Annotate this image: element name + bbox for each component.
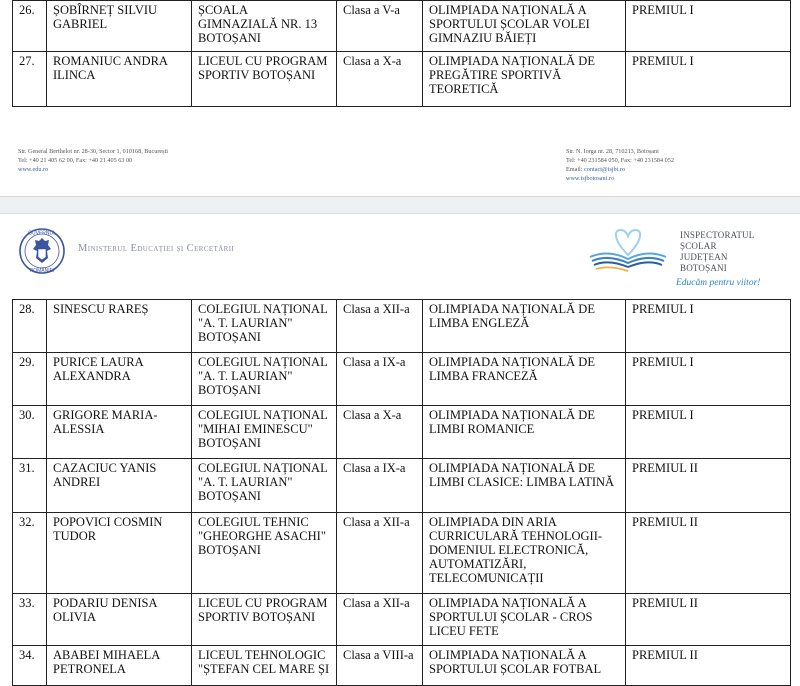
footer-isj-address bbox=[566, 147, 674, 183]
olympiad-name: OLIMPIADA NAȚIONALĂ DE PREGĂTIRE SPORTIVĂ TEORETICĂ bbox=[423, 52, 626, 107]
footer-phone-line: Tel: +40 231584 050, Fax: +40 231584 052 bbox=[566, 157, 674, 164]
footer-phone-line: Tel: +40 21 405 62 00, Fax: +40 21 405 63 00 bbox=[18, 157, 133, 164]
prize: PREMIUL II bbox=[626, 646, 791, 686]
table-row bbox=[13, 353, 791, 406]
row-number: 33. bbox=[13, 594, 47, 646]
prize: PREMIUL I bbox=[626, 52, 791, 107]
table-row bbox=[13, 459, 791, 513]
class-level: Clasa a VIII-a bbox=[337, 646, 423, 686]
row-number: 27. bbox=[13, 52, 47, 107]
crest-text-top: GUVERNUL bbox=[28, 230, 56, 237]
school-name: ȘCOALA GIMNAZIALĂ NR. 13 BOTOȘANI bbox=[192, 1, 337, 52]
footer-address-line: Str. N. Iorga nr. 28, 710213, Botoșani bbox=[566, 148, 659, 155]
school-name: LICEUL CU PROGRAM SPORTIV BOTOȘANI bbox=[192, 52, 337, 107]
row-number: 31. bbox=[13, 459, 47, 513]
olympiad-name: OLIMPIADA DIN ARIA CURRICULARĂ TEHNOLOGII-DOMENIUL ELECTRONICĂ, AUTOMATIZĂRI, TELECOMUNICAȚII bbox=[423, 513, 626, 594]
page-break bbox=[0, 196, 800, 214]
olympiad-name: OLIMPIADA NAȚIONALĂ DE LIMBA FRANCEZĂ bbox=[423, 353, 626, 406]
prize: PREMIUL II bbox=[626, 594, 791, 646]
school-name: COLEGIUL NAȚIONAL "MIHAI EMINESCU" BOTOȘANI bbox=[192, 406, 337, 459]
footer-address-line: Str. General Berthelot nr. 28-30, Sector 1, 010168, București bbox=[18, 148, 169, 155]
footer-email-label: Email: bbox=[566, 166, 585, 173]
olympiad-name: OLIMPIADA NAȚIONALĂ DE LIMBI CLASICE: LIMBA LATINĂ bbox=[423, 459, 626, 513]
school-name: LICEUL CU PROGRAM SPORTIV BOTOȘANI bbox=[192, 594, 337, 646]
footer-website-link[interactable]: www.isjbotosani.ro bbox=[566, 175, 615, 182]
student-name: ABABEI MIHAELA PETRONELA bbox=[47, 646, 192, 686]
results-table-top bbox=[12, 0, 791, 107]
class-level: Clasa a IX-a bbox=[337, 459, 423, 513]
student-name: SINESCU RAREȘ bbox=[47, 300, 192, 353]
olympiad-name: OLIMPIADA NAȚIONALĂ A SPORTULUI ȘCOLAR VOLEI GIMNAZIU BĂIEȚI bbox=[423, 1, 626, 52]
isj-name-line: ȘCOLAR bbox=[680, 241, 717, 251]
row-number: 26. bbox=[13, 1, 47, 52]
footer-website-link[interactable]: www.edu.ro bbox=[18, 166, 49, 173]
school-name: LICEUL TEHNOLOGIC "ȘTEFAN CEL MARE ȘI bbox=[192, 646, 337, 686]
isj-name-line: BOTOȘANI bbox=[680, 263, 727, 273]
results-table-bottom bbox=[12, 299, 791, 686]
class-level: Clasa a V-a bbox=[337, 1, 423, 52]
table-row bbox=[13, 1, 791, 52]
school-name: COLEGIUL NAȚIONAL "A. T. LAURIAN" BOTOȘANI bbox=[192, 459, 337, 513]
row-number: 32. bbox=[13, 513, 47, 594]
student-name: POPOVICI COSMIN TUDOR bbox=[47, 513, 192, 594]
table-row bbox=[13, 300, 791, 353]
footer-email-link[interactable]: contact@isjbt.ro bbox=[584, 166, 625, 173]
isj-name bbox=[680, 230, 754, 274]
table-row bbox=[13, 594, 791, 646]
class-level: Clasa a X-a bbox=[337, 52, 423, 107]
romanian-government-crest-icon bbox=[19, 227, 65, 275]
prize: PREMIUL I bbox=[626, 1, 791, 52]
class-level: Clasa a XII-a bbox=[337, 300, 423, 353]
student-name: CAZACIUC YANIS ANDREI bbox=[47, 459, 192, 513]
class-level: Clasa a XII-a bbox=[337, 594, 423, 646]
student-name: PODARIU DENISA OLIVIA bbox=[47, 594, 192, 646]
prize: PREMIUL I bbox=[626, 406, 791, 459]
class-level: Clasa a XII-a bbox=[337, 513, 423, 594]
table-row bbox=[13, 513, 791, 594]
prize: PREMIUL I bbox=[626, 300, 791, 353]
table-row bbox=[13, 646, 791, 686]
prize: PREMIUL II bbox=[626, 513, 791, 594]
row-number: 29. bbox=[13, 353, 47, 406]
footer-email-line bbox=[566, 165, 674, 174]
row-number: 34. bbox=[13, 646, 47, 686]
crest-text-bottom: ROMÂNIEI bbox=[29, 268, 55, 274]
isj-motto: Educăm pentru viitor! bbox=[676, 278, 761, 288]
class-level: Clasa a IX-a bbox=[337, 353, 423, 406]
school-name: COLEGIUL NAȚIONAL "A. T. LAURIAN" BOTOȘANI bbox=[192, 353, 337, 406]
school-name: COLEGIUL NAȚIONAL "A. T. LAURIAN" BOTOȘANI bbox=[192, 300, 337, 353]
row-number: 30. bbox=[13, 406, 47, 459]
student-name: ROMANIUC ANDRA ILINCA bbox=[47, 52, 192, 107]
olympiad-name: OLIMPIADA NAȚIONALĂ A SPORTULUI ȘCOLAR FOTBAL bbox=[423, 646, 626, 686]
class-level: Clasa a X-a bbox=[337, 406, 423, 459]
school-name: COLEGIUL TEHNIC "GHEORGHE ASACHI" BOTOȘANI bbox=[192, 513, 337, 594]
isj-name-line: INSPECTORATUL bbox=[680, 230, 755, 240]
olympiad-name: OLIMPIADA NAȚIONALĂ DE LIMBI ROMANICE bbox=[423, 406, 626, 459]
student-name: PURICE LAURA ALEXANDRA bbox=[47, 353, 192, 406]
olympiad-name: OLIMPIADA NAȚIONALĂ A SPORTULUI ȘCOLAR - CROS LICEU FETE bbox=[423, 594, 626, 646]
prize: PREMIUL II bbox=[626, 459, 791, 513]
table-row bbox=[13, 406, 791, 459]
student-name: ȘOBÎRNEȚ SILVIU GABRIEL bbox=[47, 1, 192, 52]
table-row bbox=[13, 52, 791, 107]
student-name: GRIGORE MARIA-ALESSIA bbox=[47, 406, 192, 459]
row-number: 28. bbox=[13, 300, 47, 353]
isj-name-line: JUDEȚEAN bbox=[680, 252, 728, 262]
footer-ministry-address bbox=[18, 147, 168, 174]
isj-book-heart-logo-icon bbox=[586, 225, 670, 277]
prize: PREMIUL I bbox=[626, 353, 791, 406]
olympiad-name: OLIMPIADA NAȚIONALĂ DE LIMBA ENGLEZĂ bbox=[423, 300, 626, 353]
ministry-name: Ministerul Educației și Cercetării bbox=[78, 243, 235, 254]
